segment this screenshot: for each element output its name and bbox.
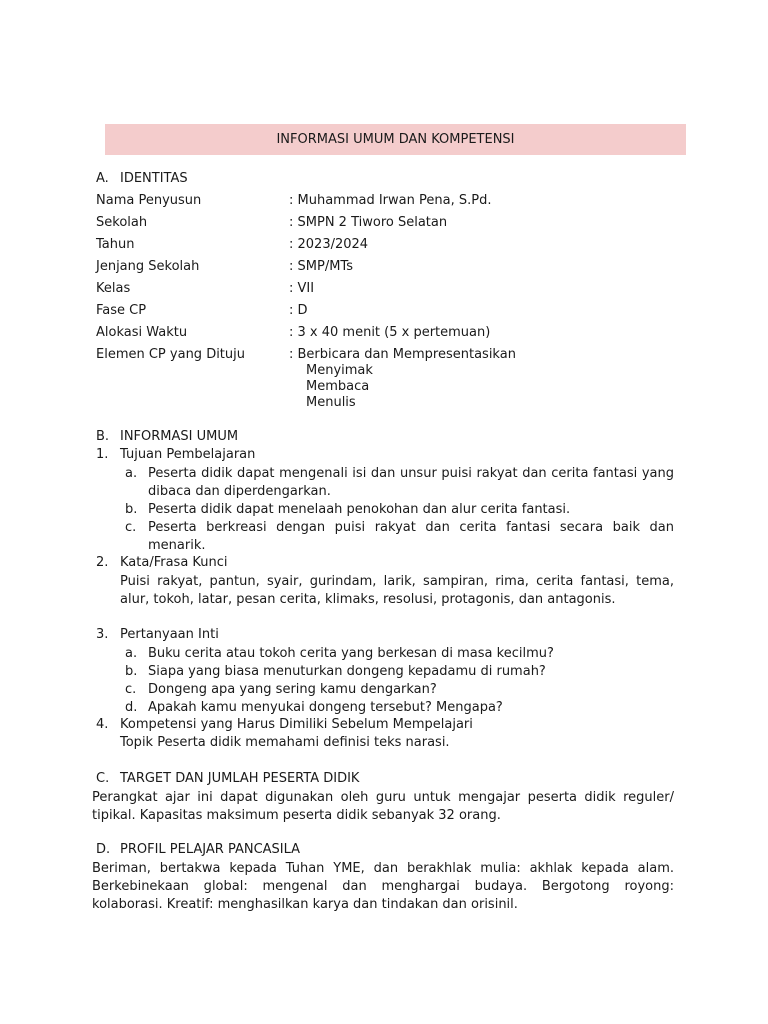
section-b-marker: B. xyxy=(96,429,110,444)
section-c-marker: C. xyxy=(96,771,110,786)
identity-label: Nama Penyusun xyxy=(96,193,202,208)
identity-value: : 3 x 40 menit (5 x pertemuan) xyxy=(289,325,491,340)
list-marker: 1. xyxy=(96,447,109,462)
sub-marker: c. xyxy=(125,682,137,697)
section-d-heading xyxy=(96,842,300,857)
section-c-title: TARGET DAN JUMLAH PESERTA DIDIK xyxy=(120,771,360,786)
sub-item-tujuan-c xyxy=(125,519,674,555)
sub-item-tujuan-b xyxy=(125,501,674,519)
identity-label: Elemen CP yang Dituju xyxy=(96,347,245,362)
identity-label: Sekolah xyxy=(96,215,148,230)
elemen-cp-extra-list xyxy=(306,363,373,411)
identity-value: : Muhammad Irwan Pena, S.Pd. xyxy=(289,193,492,208)
identity-label: Alokasi Waktu xyxy=(96,325,188,340)
list-item-title: Kompetensi yang Harus Dimiliki Sebelum Mempelajari xyxy=(120,717,473,732)
page-title: INFORMASI UMUM DAN KOMPETENSI xyxy=(276,132,515,147)
list-marker: 3. xyxy=(96,627,109,642)
section-a-marker: A. xyxy=(96,171,109,186)
identity-label: Jenjang Sekolah xyxy=(96,259,200,274)
identity-value: : 2023/2024 xyxy=(289,237,369,252)
sub-marker: a. xyxy=(125,466,138,481)
sub-item-pertanyaan-b xyxy=(125,663,674,681)
list-item-title: Pertanyaan Inti xyxy=(120,627,219,642)
sub-text: Apakah kamu menyukai dongeng tersebut? Mengapa? xyxy=(148,700,503,715)
identity-value: : VII xyxy=(289,281,315,296)
section-a-heading xyxy=(96,171,188,186)
sub-item-pertanyaan-d xyxy=(125,699,674,717)
list-item-title: Kata/Frasa Kunci xyxy=(120,555,228,570)
elemen-cp-item: Menyimak xyxy=(306,363,373,378)
section-b-heading xyxy=(96,429,238,444)
sub-marker: c. xyxy=(125,520,137,535)
section-b-title: INFORMASI UMUM xyxy=(120,429,239,444)
section-d-title: PROFIL PELAJAR PANCASILA xyxy=(120,842,301,857)
sub-item-pertanyaan-c xyxy=(125,681,674,699)
sub-item-pertanyaan-a xyxy=(125,645,674,663)
elemen-cp-item: Membaca xyxy=(306,379,370,394)
identity-label: Fase CP xyxy=(96,303,147,318)
identity-label: Tahun xyxy=(96,237,135,252)
sub-item-tujuan-a xyxy=(125,465,674,501)
sub-text: Peserta berkreasi dengan puisi rakyat dan cerita fantasi secara baik dan menarik. xyxy=(148,520,674,553)
elemen-cp-item: Menulis xyxy=(306,395,356,410)
identity-value: : D xyxy=(289,303,308,318)
sub-marker: a. xyxy=(125,646,138,661)
sub-marker: b. xyxy=(125,664,138,679)
list-item-title: Tujuan Pembelajaran xyxy=(120,447,256,462)
sub-marker: b. xyxy=(125,502,138,517)
section-d-text: Beriman, bertakwa kepada Tuhan YME, dan berakhlak mulia: akhlak kepada alam. Berkebinekaan global: mengenal dan menghargai budaya. Bergotong royong: kolaborasi. Kreatif: menghasilkan karya dan tindakan dan orisinil. xyxy=(92,861,674,912)
kata-kunci-text: Puisi rakyat, pantun, syair, gurindam, larik, sampiran, rima, cerita fantasi, tema, alur, tokoh, latar, pesan cerita, klimaks, resolusi, protagonis, dan antagonis. xyxy=(120,574,674,607)
section-header-banner xyxy=(105,124,686,155)
kompetensi-text: Topik Peserta didik memahami definisi teks narasi. xyxy=(120,735,450,750)
identity-value: : Berbicara dan Mempresentasikan xyxy=(289,347,516,362)
sub-text: Siapa yang biasa menuturkan dongeng kepadamu di rumah? xyxy=(148,664,546,679)
section-c-heading xyxy=(96,771,359,786)
sub-text: Peserta didik dapat menelaah penokohan dan alur cerita fantasi. xyxy=(148,502,571,517)
sub-marker: d. xyxy=(125,700,138,715)
sub-text: Dongeng apa yang sering kamu dengarkan? xyxy=(148,682,437,697)
section-c-text: Perangkat ajar ini dapat digunakan oleh guru untuk mengajar peserta didik reguler/ tipikal. Kapasitas maksimum peserta didik sebanyak 32 orang. xyxy=(92,790,674,823)
sub-text: Buku cerita atau tokoh cerita yang berkesan di masa kecilmu? xyxy=(148,646,554,661)
section-a-title: IDENTITAS xyxy=(120,171,188,186)
sub-text: Peserta didik dapat mengenali isi dan unsur puisi rakyat dan cerita fantasi yang dibaca dan diperdengarkan. xyxy=(148,466,674,499)
identity-label: Kelas xyxy=(96,281,131,296)
list-marker: 4. xyxy=(96,717,109,732)
section-d-marker: D. xyxy=(96,842,111,857)
list-marker: 2. xyxy=(96,555,109,570)
identity-value: : SMP/MTs xyxy=(289,259,353,274)
identity-value: : SMPN 2 Tiworo Selatan xyxy=(289,215,448,230)
